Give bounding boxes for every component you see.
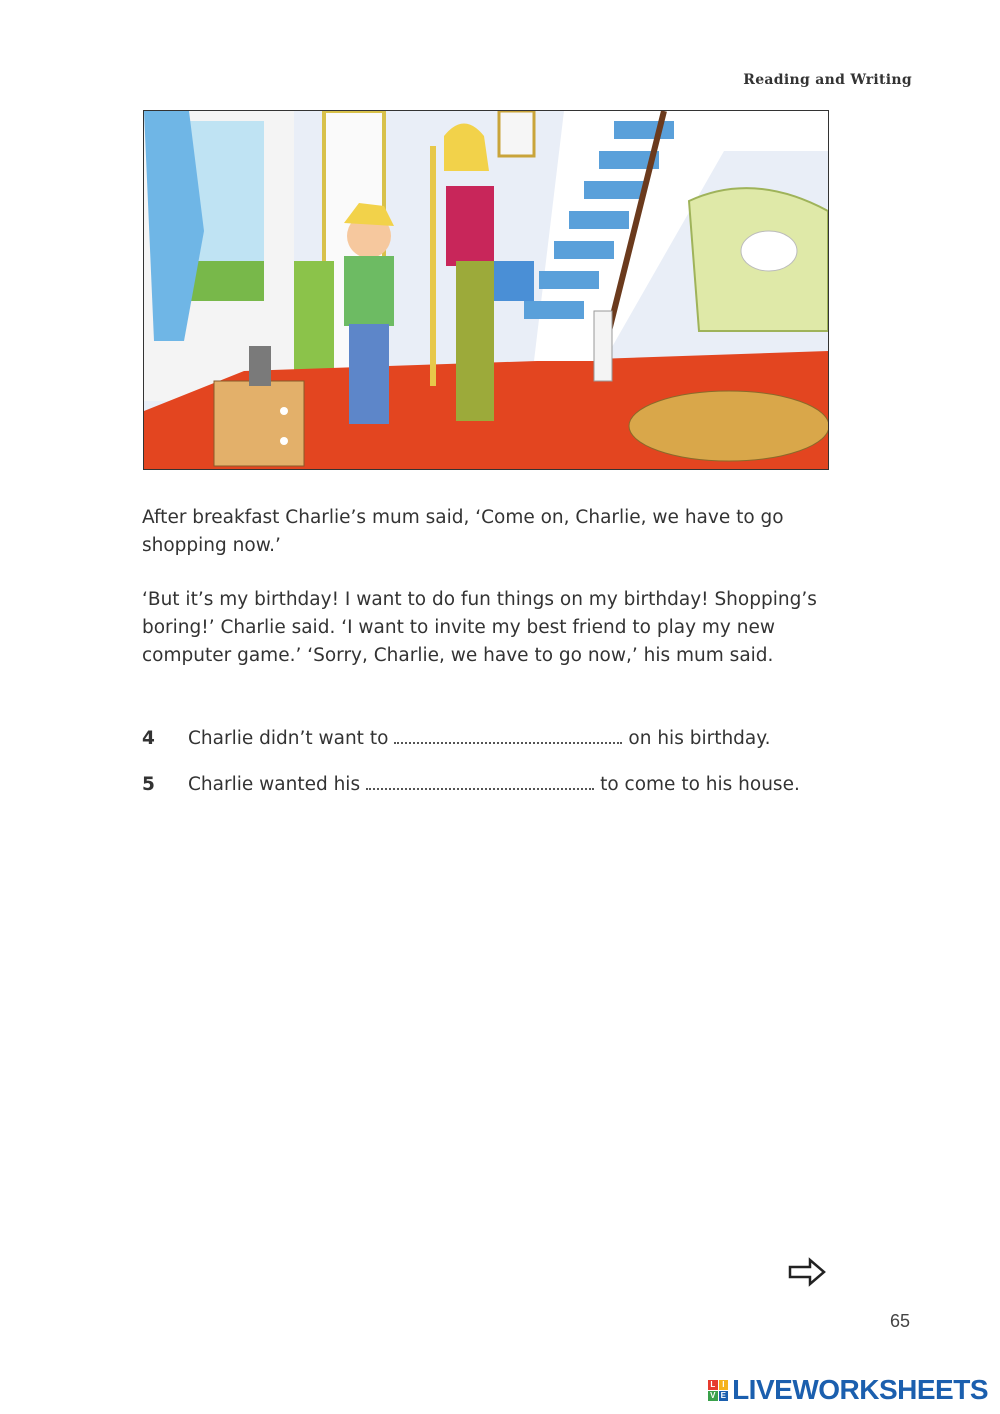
hallway-scene bbox=[144, 111, 828, 469]
brand-logo-icon: L I V E bbox=[708, 1380, 728, 1400]
question-text-before: Charlie didn’t want to bbox=[188, 728, 389, 749]
answer-blank-4[interactable] bbox=[394, 724, 622, 744]
question-number: 4 bbox=[142, 728, 155, 749]
section-title: Reading and Writing bbox=[743, 72, 912, 88]
question-text-before: Charlie wanted his bbox=[188, 774, 361, 795]
question-text-after: to come to his house. bbox=[600, 774, 800, 795]
question-number: 5 bbox=[142, 774, 155, 795]
question-5 bbox=[142, 770, 800, 795]
page-number: 65 bbox=[890, 1311, 911, 1331]
arrow-right-icon[interactable] bbox=[788, 1256, 828, 1288]
question-text-after: on his birthday. bbox=[628, 728, 771, 749]
answer-blank-5[interactable] bbox=[366, 770, 594, 790]
question-4 bbox=[142, 724, 770, 749]
story-paragraph-1: After breakfast Charlie’s mum said, ‘Come on, Charlie, we have to go shopping now.’ bbox=[142, 507, 784, 556]
brand-name: LIVEWORKSHEETS bbox=[732, 1374, 988, 1405]
story-illustration bbox=[143, 110, 829, 470]
story-paragraph-2: ‘But it’s my birthday! I want to do fun things on my birthday! Shopping’s boring!’ Charlie said. ‘I want to invite my best friend to play my new computer game.’ ‘Sorry, Charlie, we have to go now,’ his mum said. bbox=[142, 589, 817, 666]
liveworksheets-logo[interactable] bbox=[708, 1374, 988, 1406]
